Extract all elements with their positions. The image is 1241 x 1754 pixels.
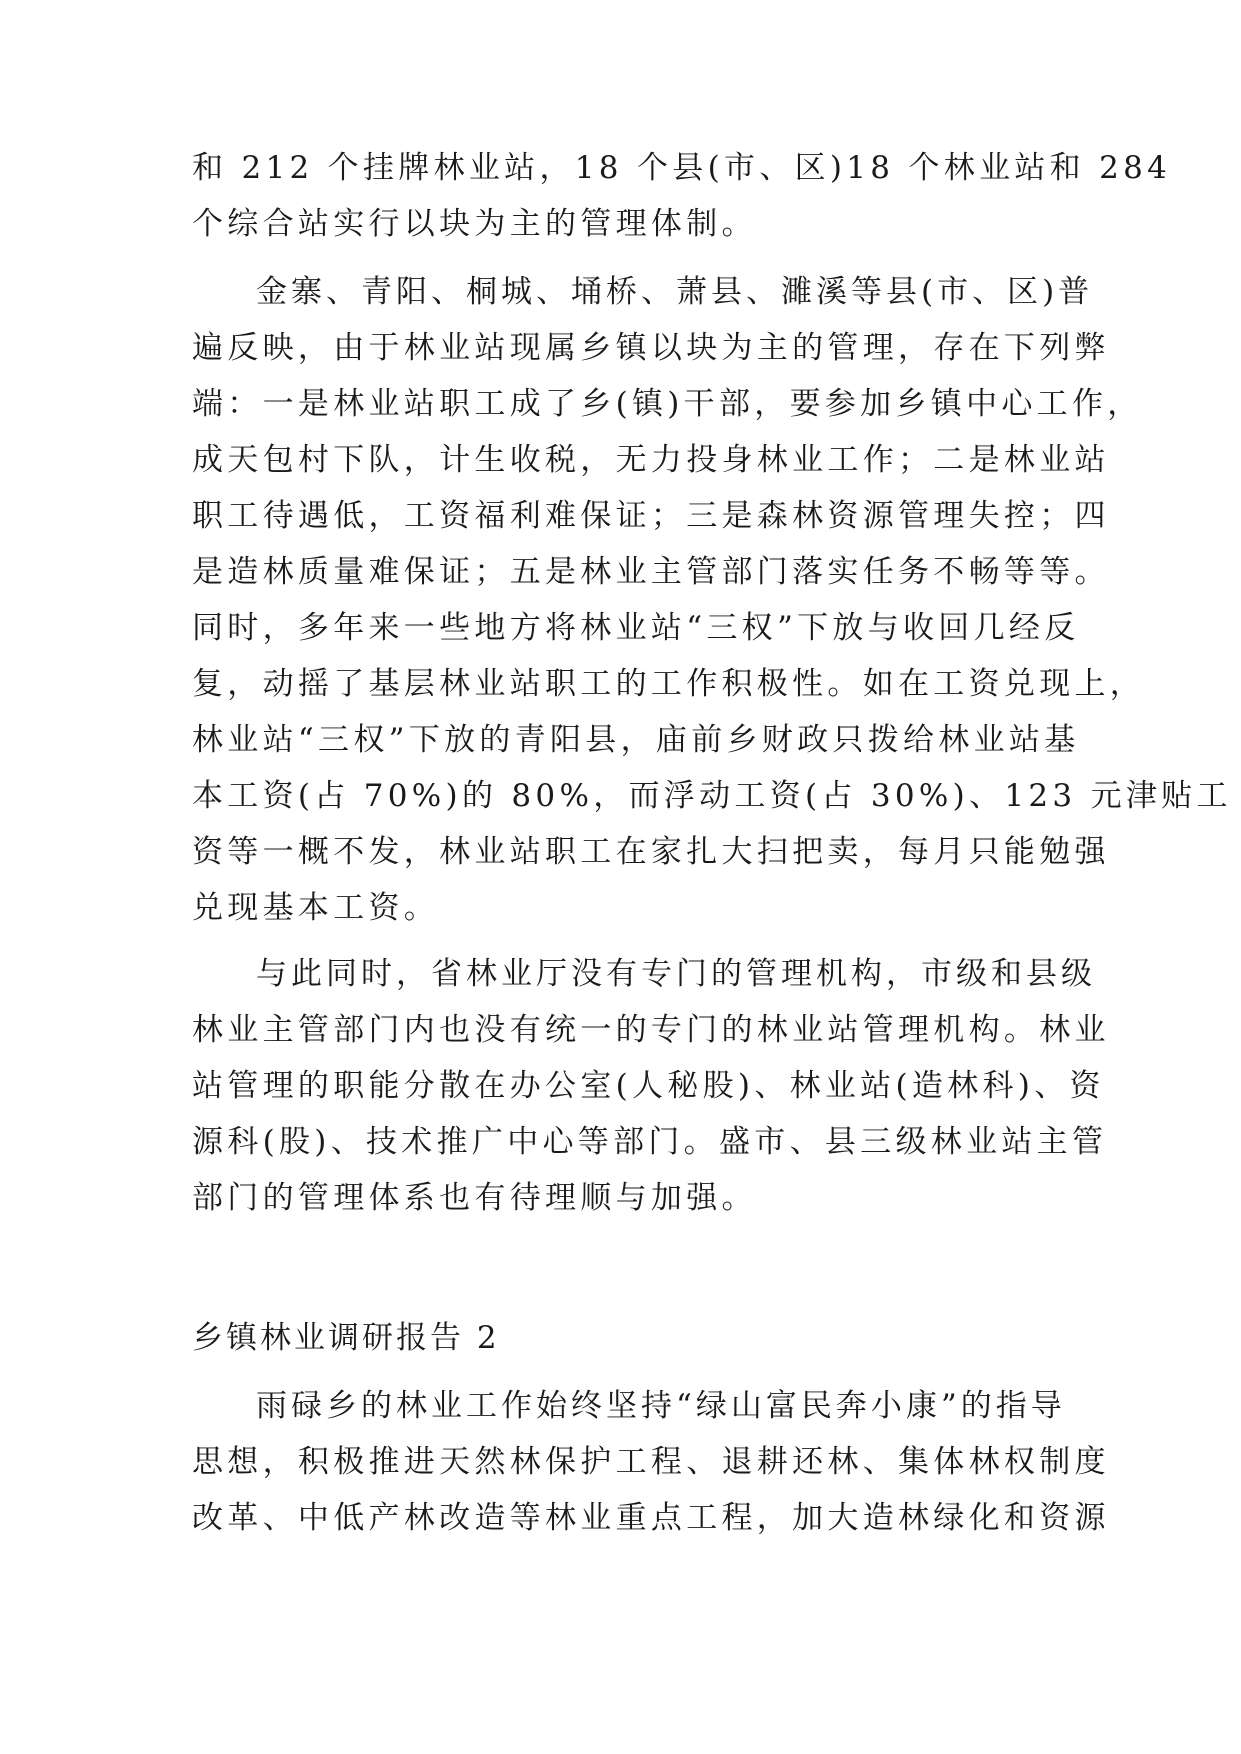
paragraph-4-line-3: 改革、中低产林改造等林业重点工程，加大造林绿化和资源 [192, 1500, 1110, 1536]
paragraph-2-line-8: 复，动摇了基层林业站职工的工作积极性。如在工资兑现上， [192, 666, 1146, 702]
paragraph-2-line-1: 金寨、青阳、桐城、埇桥、萧县、濉溪等县(市、区)普 [256, 274, 1094, 310]
paragraph-2-line-12: 兑现基本工资。 [192, 890, 440, 926]
section-heading: 乡镇林业调研报告 2 [192, 1320, 500, 1356]
paragraph-2-line-3: 端：一是林业站职工成了乡(镇)干部，要参加乡镇中心工作， [192, 386, 1143, 422]
paragraph-2-line-6: 是造林质量难保证；五是林业主管部门落实任务不畅等等。 [192, 554, 1110, 590]
paragraph-3-line-3: 站管理的职能分散在办公室(人秘股)、林业站(造林科)、资 [192, 1068, 1105, 1104]
paragraph-2-line-5: 职工待遇低，工资福利难保证；三是森林资源管理失控；四 [192, 498, 1110, 534]
paragraph-1-line-2: 个综合站实行以块为主的管理体制。 [192, 206, 757, 242]
paragraph-1-line-1: 和 212 个挂牌林业站，18 个县(市、区)18 个林业站和 284 [192, 150, 1172, 186]
paragraph-4-line-1: 雨碌乡的林业工作始终坚持“绿山富民奔小康”的指导 [256, 1388, 1066, 1424]
paragraph-2-line-11: 资等一概不发，林业站职工在家扎大扫把卖，每月只能勉强 [192, 834, 1110, 870]
paragraph-2-line-2: 遍反映，由于林业站现属乡镇以块为主的管理，存在下列弊 [192, 330, 1110, 366]
paragraph-3-line-1: 与此同时，省林业厅没有专门的管理机构，市级和县级 [256, 956, 1096, 992]
paragraph-4-line-2: 思想，积极推进天然林保护工程、退耕还林、集体林权制度 [192, 1444, 1110, 1480]
paragraph-2-line-7: 同时，多年来一些地方将林业站“三权”下放与收回几经反 [192, 610, 1080, 646]
paragraph-3-line-2: 林业主管部门内也没有统一的专门的林业站管理机构。林业 [192, 1012, 1110, 1048]
paragraph-2-line-4: 成天包村下队，计生收税，无力投身林业工作；二是林业站 [192, 442, 1110, 478]
paragraph-2-line-10: 本工资(占 70%)的 80%，而浮动工资(占 30%)、123 元津贴工 [192, 778, 1232, 814]
paragraph-2-line-9: 林业站“三权”下放的青阳县，庙前乡财政只拨给林业站基 [192, 722, 1080, 758]
paragraph-3-line-5: 部门的管理体系也有待理顺与加强。 [192, 1180, 757, 1216]
paragraph-3-line-4: 源科(股)、技术推广中心等部门。盛市、县三级林业站主管 [192, 1124, 1108, 1160]
